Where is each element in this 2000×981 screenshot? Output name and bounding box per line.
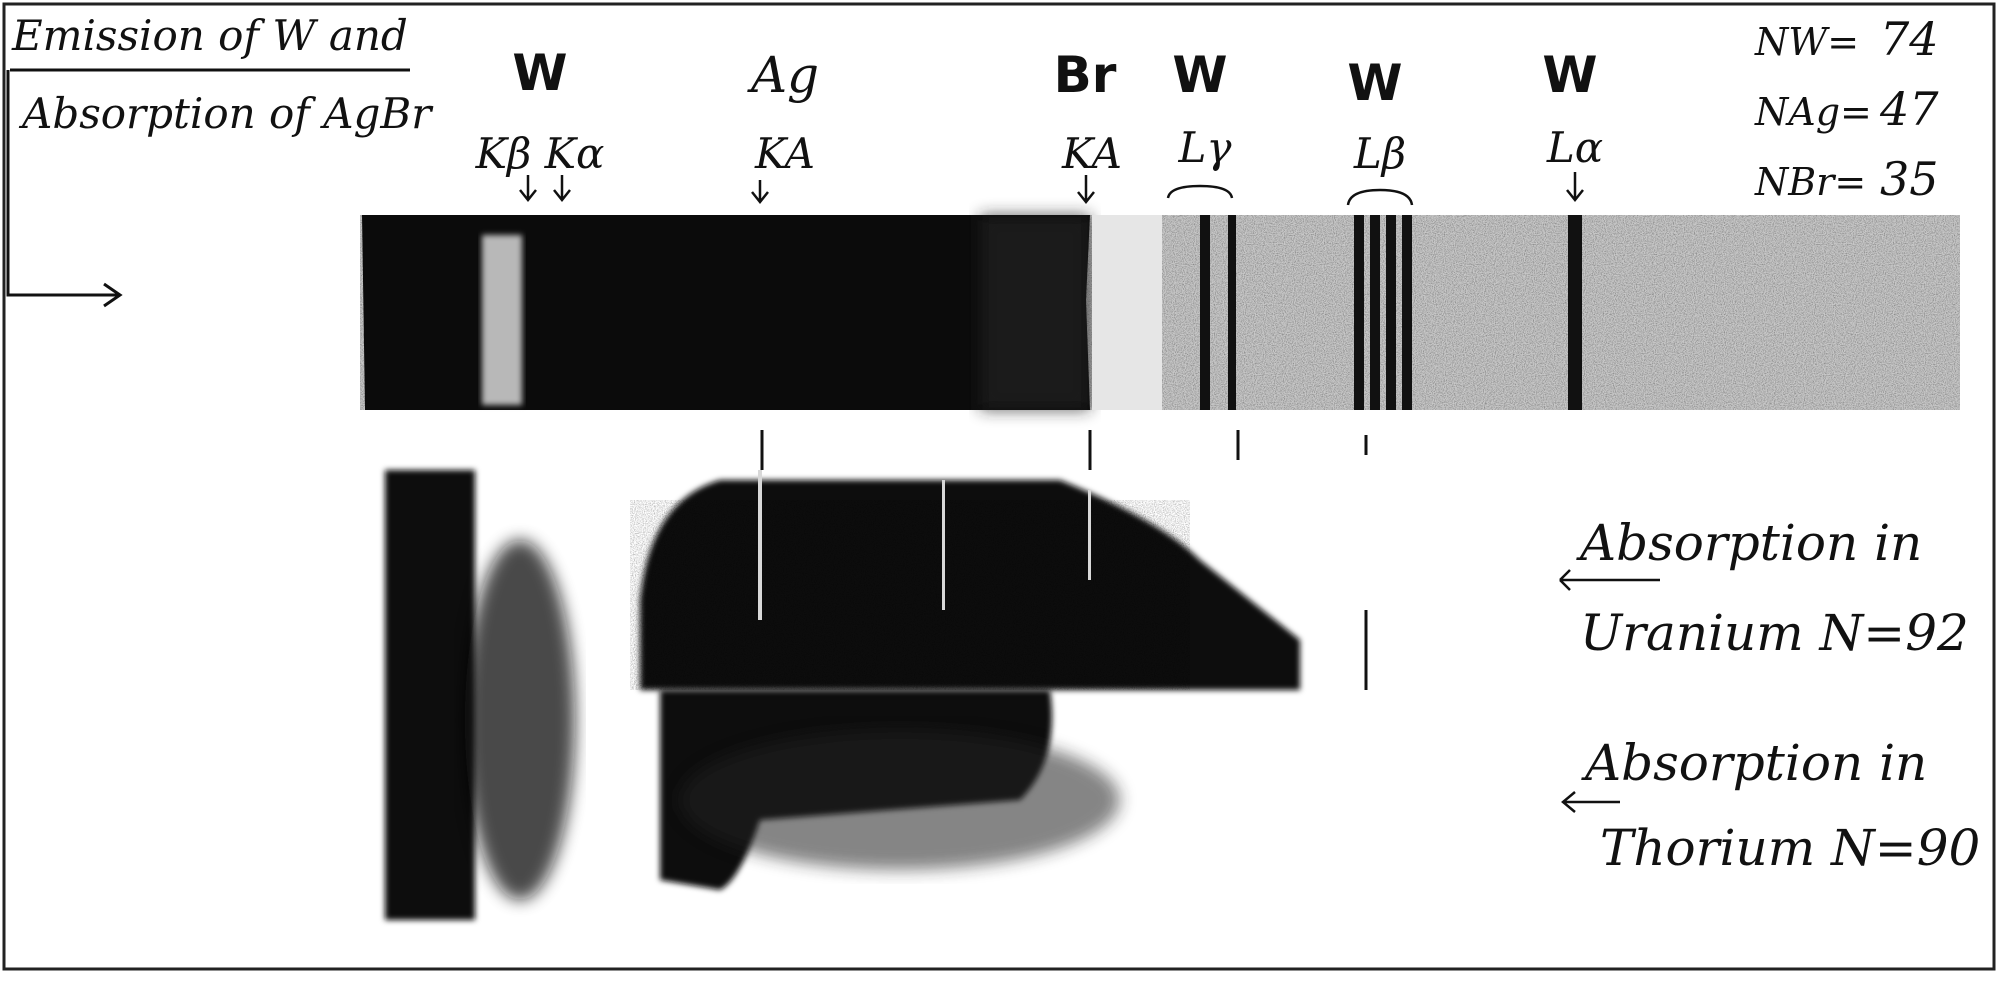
w-lg-line-2 [1228, 215, 1236, 410]
line-element-ag: Ag [750, 46, 820, 104]
absorption-spectra [385, 470, 1366, 920]
line-label-w-lg: Lγ [1178, 123, 1232, 172]
line-label-w-k: Kβ Kα [475, 129, 605, 178]
atomic-numbers [1754, 12, 1939, 206]
header-line-1: Emission of W and [12, 11, 408, 60]
w-lb-line-3 [1386, 215, 1396, 410]
w-lg-line-1 [1200, 215, 1210, 410]
line-label-w-la: Lα [1546, 123, 1604, 172]
line-bracket-w-lg [1168, 186, 1232, 198]
uranium-label-line-1: Absorption in [1580, 514, 1923, 572]
absorption-band-left [385, 470, 475, 920]
atomic-number-br-value: 35 [1880, 152, 1939, 206]
w-lb-line-1 [1354, 215, 1364, 410]
line-element-w-lg: W [1172, 46, 1228, 104]
atomic-number-w-label: NW= [1755, 20, 1860, 64]
line-label-w-lb: Lβ [1353, 129, 1407, 178]
line-element-w-k: W [512, 44, 568, 102]
w-lb-line-2 [1370, 215, 1380, 410]
line-arrow-br [1078, 175, 1094, 202]
line-arrow-w-k [520, 175, 570, 200]
w-la-line [1568, 215, 1582, 410]
line-labels [475, 44, 1604, 205]
emission-strip [360, 215, 1960, 410]
atomic-number-ag-value: 47 [1880, 82, 1939, 136]
line-arrow-ag [752, 180, 768, 202]
atomic-number-br-label: NBr= [1755, 160, 1867, 204]
line-arrow-w-la [1567, 172, 1583, 200]
uranium-label-arrow [1560, 570, 1660, 590]
line-element-w-la: W [1542, 46, 1598, 104]
line-element-br: Br [1053, 46, 1117, 104]
uranium-label-line-2: Uranium N=92 [1580, 604, 1969, 662]
thorium-label-line-2: Thorium N=90 [1600, 819, 1981, 877]
line-element-w-lb: W [1347, 54, 1403, 112]
line-label-ag: KA [754, 129, 816, 178]
absorption-labels [1560, 514, 1980, 877]
w-lb-line-4 [1402, 215, 1412, 410]
atomic-number-ag-label: NAg= [1755, 90, 1872, 134]
w-k-gap [482, 235, 522, 405]
line-bracket-w-lb [1348, 190, 1412, 205]
line-label-br: KA [1061, 129, 1123, 178]
header-line-2: Absorption of AgBr [22, 89, 432, 138]
thorium-label-arrow [1563, 792, 1620, 812]
thorium-label-line-1: Absorption in [1585, 734, 1928, 792]
edge-ticks [762, 430, 1366, 470]
atomic-number-w-value: 74 [1880, 12, 1939, 66]
